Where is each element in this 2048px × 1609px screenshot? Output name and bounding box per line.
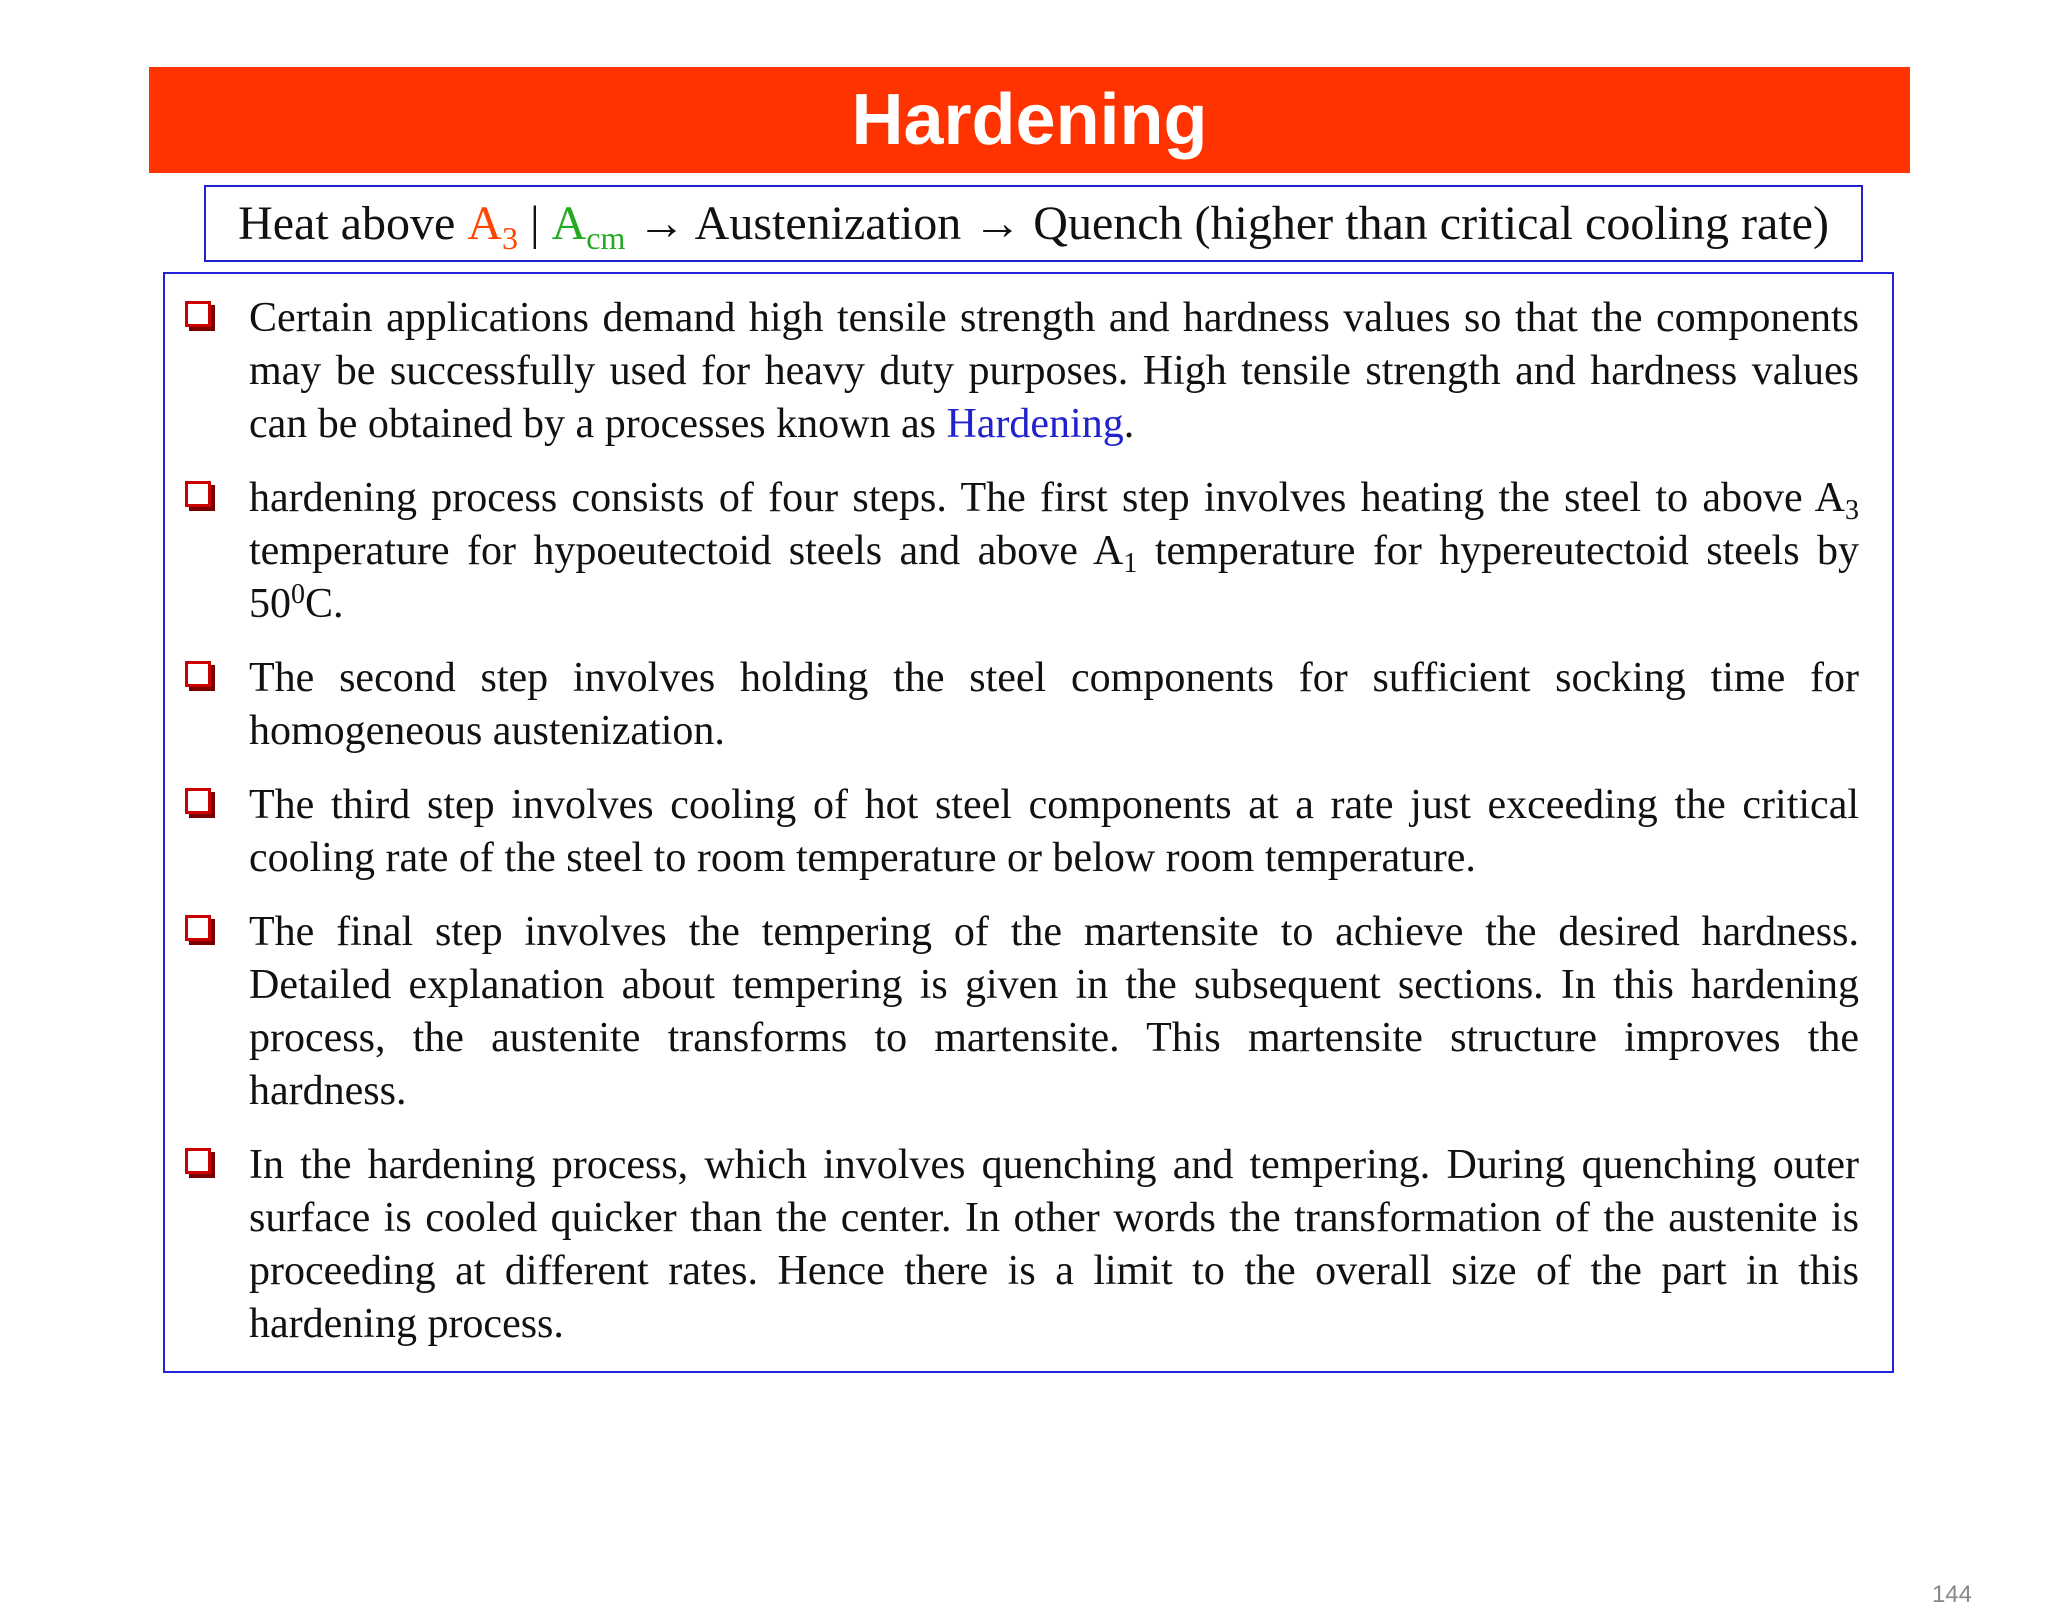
checkbox-bullet-icon	[185, 1148, 211, 1174]
list-item	[185, 1139, 1859, 1351]
subscript: 3	[1845, 495, 1859, 526]
bullet-text: The third step involves cooling of hot steel components at a rate just exceeding the critical cooling rate of the steel to room temperature or below room temperature.	[249, 782, 1859, 881]
superscript: 0	[291, 579, 305, 610]
bullet-text: In the hardening process, which involves quenching and tempering. During quenching outer surface is cooled quicker than the center. In other words the transformation of the austenite is proceeding at different rates. Hence there is a limit to the overall size of the part in this hardening process.	[249, 1142, 1859, 1347]
list-item	[185, 472, 1859, 631]
list-item	[185, 652, 1859, 758]
checkbox-bullet-icon	[185, 788, 211, 814]
bullet-text-after: .	[1123, 401, 1135, 447]
bullet-text	[249, 472, 1859, 631]
formula-acm-sub: cm	[586, 220, 626, 256]
title-bar	[149, 67, 1910, 173]
list-item	[185, 292, 1859, 451]
subscript: 1	[1123, 548, 1138, 579]
formula-separator: |	[517, 197, 552, 250]
page-number: 144	[1931, 1581, 1972, 1608]
formula-acm	[551, 196, 626, 256]
bullet-text-part: temperature for hypereutectoid steels by 50	[249, 528, 1860, 627]
checkbox-bullet-icon	[185, 481, 211, 507]
bullet-text-part: hardening process consists of four steps. The first step involves heating the steel to above A	[249, 475, 1845, 521]
formula-a3	[467, 196, 518, 256]
bullet-text-part: temperature for hypoeutectoid steels and above A	[249, 528, 1124, 574]
formula-rest: → Austenization → Quench (higher than critical cooling rate)	[625, 197, 1829, 250]
checkbox-bullet-icon	[185, 301, 211, 327]
bullet-text-part: C.	[305, 581, 344, 627]
list-item	[185, 906, 1859, 1118]
bullet-text: The final step involves the tempering of the martensite to achieve the desired hardness. Detailed explanation about tempering is given in the subsequent sections. In this hardening process, the austenite transforms to martensite. This martensite structure improves the hardness.	[249, 909, 1859, 1114]
bullet-text: The second step involves holding the steel components for sufficient socking time for homogeneous austenization.	[249, 655, 1859, 754]
hardening-highlight: Hardening	[946, 401, 1124, 447]
bullet-text	[249, 292, 1859, 451]
formula-box	[204, 185, 1863, 262]
content-box	[163, 272, 1972, 1608]
formula-a3-sub: 3	[501, 220, 518, 256]
checkbox-bullet-icon	[185, 915, 211, 941]
formula-a3-base: A	[467, 197, 502, 250]
formula-acm-base: A	[551, 197, 587, 250]
page-title: Hardening	[851, 80, 1208, 160]
formula-prefix: Heat above	[238, 197, 468, 250]
bullet-list	[185, 292, 1859, 1372]
bullet-text-before: Certain applications demand high tensile strength and hardness values so that the components may be successfully used for heavy duty purposes. High tensile strength and hardness values can be obtained by a processes known as	[249, 295, 1859, 447]
list-item	[185, 779, 1859, 885]
checkbox-bullet-icon	[185, 661, 211, 687]
